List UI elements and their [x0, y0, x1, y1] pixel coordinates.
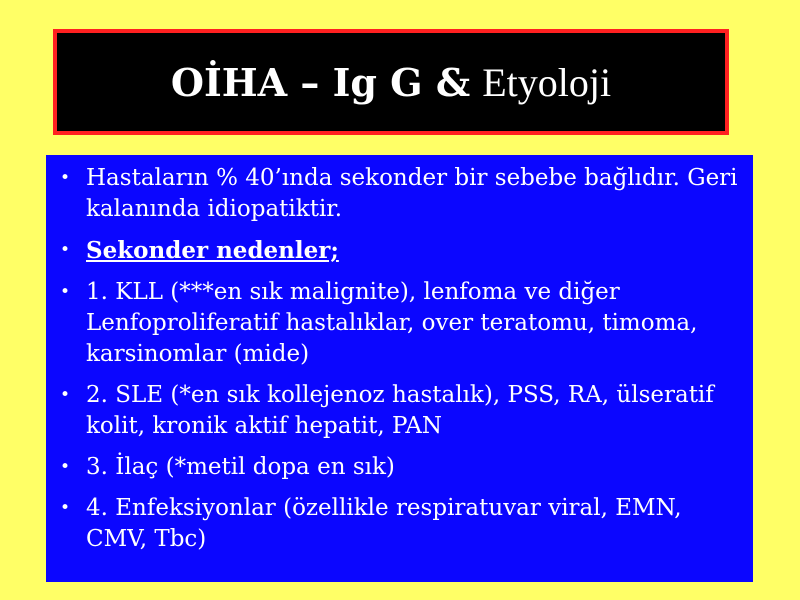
- bullet-text: 1. KLL (***en sık malignite), lenfoma ve diğer Lenfoproliferatif hastalıklar, over teratomu, timoma, karsinomlar (mide): [86, 279, 698, 367]
- bullet-dot-icon: •: [60, 498, 71, 518]
- bullet-dot-icon: •: [60, 240, 71, 260]
- bullet-text-heading: Sekonder nedenler;: [86, 237, 339, 264]
- bullet-item: [60, 452, 741, 483]
- bullet-item: [60, 380, 741, 442]
- bullet-dot-icon: •: [60, 385, 71, 405]
- slide-title-bold: OİHA – Ig G &: [170, 59, 471, 105]
- slide-title: [171, 59, 611, 106]
- bullet-text: 3. İlaç (*metil dopa en sık): [86, 454, 395, 480]
- slide-title-box: [53, 29, 729, 135]
- bullet-dot-icon: •: [60, 168, 71, 188]
- bullet-item: [60, 493, 741, 555]
- slide-content-box: [46, 155, 753, 582]
- bullet-text: Hastaların % 40’ında sekonder bir sebebe bağlıdır. Geri kalanında idiopatiktir.: [86, 165, 738, 222]
- bullet-item: [60, 277, 741, 370]
- bullet-list: [60, 163, 741, 555]
- bullet-text: 2. SLE (*en sık kollejenoz hastalık), PSS, RA, ülseratif kolit, kronik aktif hepatit, PAN: [86, 382, 714, 439]
- bullet-item: [60, 235, 741, 267]
- slide-title-normal: Etyoloji: [482, 59, 612, 105]
- bullet-dot-icon: •: [60, 282, 71, 302]
- bullet-dot-icon: •: [60, 457, 71, 477]
- bullet-text: 4. Enfeksiyonlar (özellikle respiratuvar viral, EMN, CMV, Tbc): [86, 495, 682, 552]
- bullet-item: [60, 163, 741, 225]
